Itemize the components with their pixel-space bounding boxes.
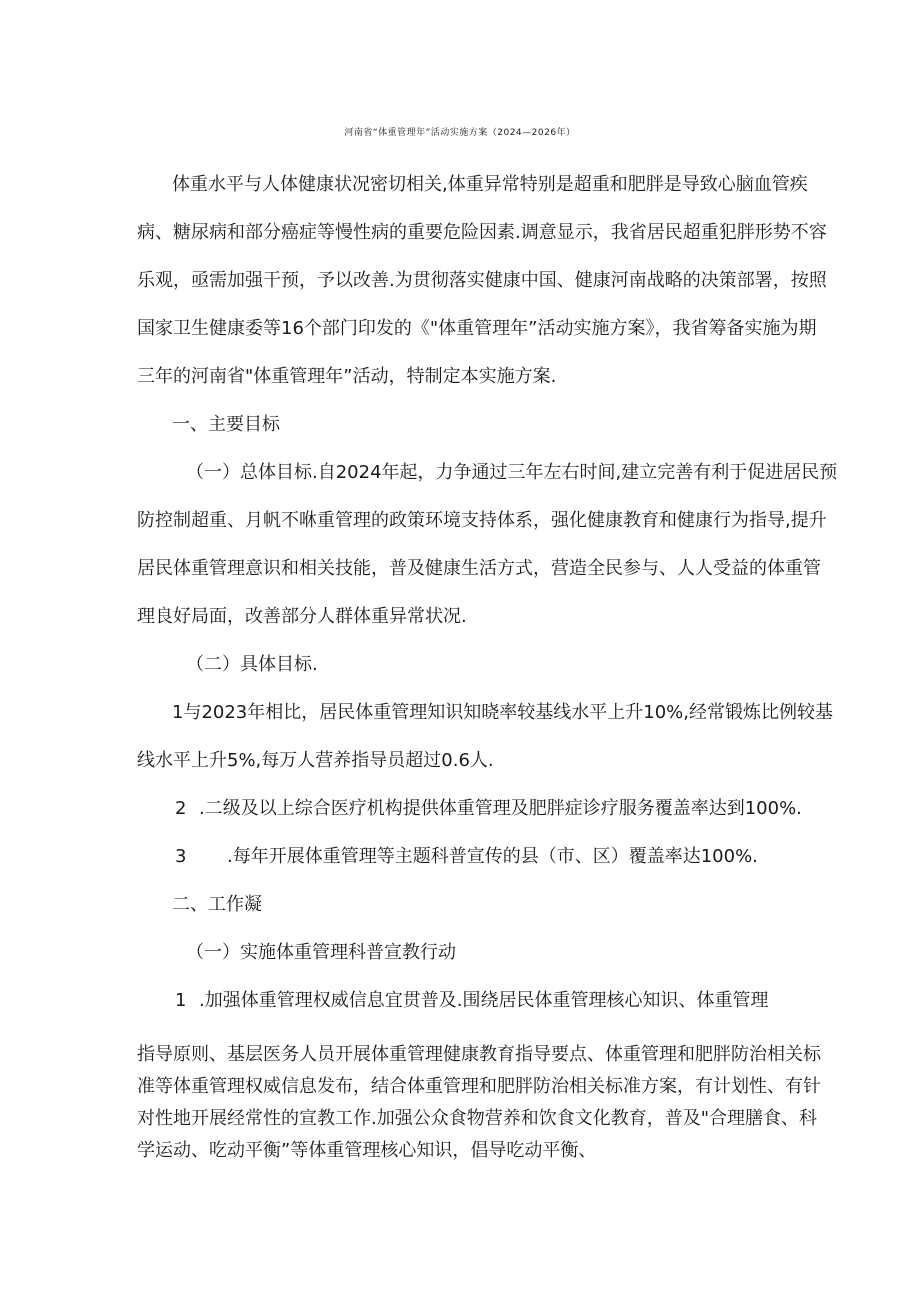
goal-specific-heading: （二）具体目标. — [186, 654, 318, 675]
item3-text: .每年开展体重管理等主题科普宣传的县（市、区）覆盖率达100%. — [227, 846, 758, 867]
body-line-3: 对性地开展经常性的宣教工作.加强公众食物营养和饮食文化教育，普及"合理膳食、科 — [137, 1108, 817, 1129]
goal-overall-line-3: 居民体重管理意识和相关技能，普及健康生活方式，营造全民参与、人人受益的体重管 — [137, 558, 821, 579]
document-title: 河南省“体重管理年”活动实施方案（2024—2026年） — [344, 128, 576, 138]
subsection-heading: （一）实施体重管理科普宣教行动 — [186, 942, 456, 963]
intro-line-1: 体重水平与人体健康状况密切相关,体重异常特别是超重和肥胖是导致心脑血管疾 — [172, 174, 808, 195]
intro-line-2: 病、糖尿病和部分癌症等慢性病的重要危险因素.调意显示，我省居民超重犯胖形势不容 — [137, 222, 827, 243]
intro-line-4: 国家卫生健康委等16个部门印发的《"体重管理年”活动实施方案》，我省筹备实施为期 — [137, 318, 817, 339]
body-line-2: 准等体重管理权威信息发布，结合体重管理和肥胖防治相关标准方案，有计划性、有针 — [137, 1076, 821, 1097]
item1-line-2: 线水平上升5%,每万人营养指导员超过0.6人. — [137, 750, 494, 771]
intro-line-3: 乐观，亟需加强干预，予以改善.为贯彻落实健康中国、健康河南战略的决策部署，按照 — [137, 270, 827, 291]
item3-number: 3 — [175, 846, 187, 867]
item2-text: .二级及以上综合医疗机构提供体重管理及肥胖症诊疗服务覆盖率达到100%. — [199, 798, 802, 819]
item-a-number: 1 — [175, 990, 187, 1011]
body-line-4: 学运动、吃动平衡”等体重管理核心知识，倡导吃动平衡、 — [137, 1140, 597, 1161]
intro-line-5: 三年的河南省"体重管理年”活动，特制定本实施方案. — [137, 366, 557, 387]
item1-line-1: 1与2023年相比，居民体重管理知识知晓率较基线水平上升10%,经常锻炼比例较基 — [172, 702, 833, 723]
item2-number: 2 — [175, 798, 187, 819]
goal-overall-line-2: 防控制超重、月帆不咻重管理的政策环境支持体系，强化健康教育和健康行为指导,提升 — [137, 510, 827, 531]
section2-heading: 二、工作凝 — [172, 894, 262, 915]
item-a-text: .加强体重管理权威信息宜贯普及.围绕居民体重管理核心知识、体重管理 — [199, 990, 769, 1011]
section1-heading: 一、主要目标 — [172, 414, 280, 435]
goal-overall-line-1: （一）总体目标.自2024年起，力争通过三年左右时间,建立完善有利于促进居民预 — [186, 462, 838, 483]
goal-overall-line-4: 理良好局面，改善部分人群体重异常状况. — [137, 606, 467, 627]
body-line-1: 指导原则、基层医务人员开展体重管理健康教育指导要点、体重管理和肥胖防治相关标 — [137, 1044, 821, 1065]
